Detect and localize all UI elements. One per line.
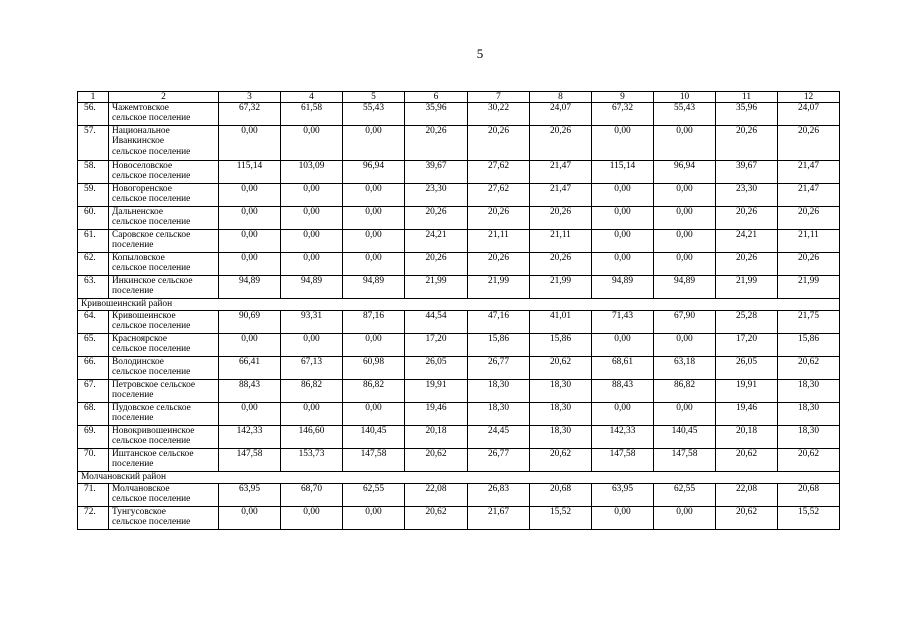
value-cell: 18,30 (530, 426, 592, 449)
settlement-name: Молчановское сельское поселение (109, 484, 219, 507)
value-cell: 25,28 (716, 311, 778, 334)
table-row (78, 334, 840, 357)
settlement-name: Копыловское сельское поселение (109, 253, 219, 276)
value-cell: 153,73 (281, 449, 343, 472)
value-cell: 0,00 (654, 253, 716, 276)
row-number: 57. (78, 126, 109, 161)
value-cell: 22,08 (405, 484, 468, 507)
table-row (78, 207, 840, 230)
value-cell: 24,07 (778, 103, 840, 126)
value-cell: 61,58 (281, 103, 343, 126)
value-cell: 0,00 (281, 230, 343, 253)
column-header: 9 (592, 92, 654, 103)
settlement-name: Саровское сельское поселение (109, 230, 219, 253)
value-cell: 20,26 (716, 253, 778, 276)
row-number: 68. (78, 403, 109, 426)
settlement-name: Национальное Иванкинское сельское поселение (109, 126, 219, 161)
value-cell: 21,99 (405, 276, 468, 299)
value-cell: 15,86 (530, 334, 592, 357)
value-cell: 20,26 (716, 207, 778, 230)
settlement-name: Петровское сельское поселение (109, 380, 219, 403)
column-header: 1 (78, 92, 109, 103)
value-cell: 147,58 (592, 449, 654, 472)
value-cell: 0,00 (654, 230, 716, 253)
value-cell: 20,26 (468, 207, 530, 230)
value-cell: 0,00 (281, 126, 343, 161)
table-row (78, 449, 840, 472)
value-cell: 20,62 (716, 449, 778, 472)
value-cell: 67,90 (654, 311, 716, 334)
value-cell: 24,45 (468, 426, 530, 449)
value-cell: 115,14 (219, 161, 281, 184)
value-cell: 0,00 (281, 207, 343, 230)
value-cell: 19,91 (405, 380, 468, 403)
value-cell: 20,62 (716, 507, 778, 530)
value-cell: 21,99 (778, 276, 840, 299)
value-cell: 47,16 (468, 311, 530, 334)
value-cell: 94,89 (343, 276, 405, 299)
value-cell: 18,30 (468, 380, 530, 403)
district-label: Кривошеинский район (78, 299, 840, 311)
column-header: 3 (219, 92, 281, 103)
value-cell: 142,33 (592, 426, 654, 449)
row-number: 64. (78, 311, 109, 334)
value-cell: 0,00 (592, 334, 654, 357)
settlement-name: Чажемтовское сельское поселение (109, 103, 219, 126)
value-cell: 0,00 (281, 334, 343, 357)
table-row (78, 426, 840, 449)
value-cell: 0,00 (219, 403, 281, 426)
value-cell: 19,46 (405, 403, 468, 426)
value-cell: 147,58 (219, 449, 281, 472)
value-cell: 26,05 (716, 357, 778, 380)
value-cell: 20,26 (405, 253, 468, 276)
value-cell: 24,21 (405, 230, 468, 253)
value-cell: 44,54 (405, 311, 468, 334)
value-cell: 0,00 (343, 403, 405, 426)
value-cell: 0,00 (343, 207, 405, 230)
settlement-name: Новоселовское сельское поселение (109, 161, 219, 184)
value-cell: 63,95 (219, 484, 281, 507)
value-cell: 20,26 (468, 253, 530, 276)
value-cell: 18,30 (530, 403, 592, 426)
value-cell: 0,00 (343, 230, 405, 253)
value-cell: 0,00 (343, 334, 405, 357)
value-cell: 21,47 (778, 184, 840, 207)
value-cell: 0,00 (654, 126, 716, 161)
column-header: 11 (716, 92, 778, 103)
value-cell: 27,62 (468, 184, 530, 207)
value-cell: 20,68 (530, 484, 592, 507)
value-cell: 140,45 (343, 426, 405, 449)
value-cell: 18,30 (468, 403, 530, 426)
row-number: 62. (78, 253, 109, 276)
table-body (78, 92, 840, 530)
value-cell: 26,83 (468, 484, 530, 507)
settlement-name: Новогоренское сельское поселение (109, 184, 219, 207)
row-number: 72. (78, 507, 109, 530)
value-cell: 86,82 (343, 380, 405, 403)
table-row (78, 380, 840, 403)
value-cell: 23,30 (716, 184, 778, 207)
value-cell: 87,16 (343, 311, 405, 334)
value-cell: 20,26 (405, 126, 468, 161)
value-cell: 0,00 (219, 126, 281, 161)
value-cell: 18,30 (530, 380, 592, 403)
table-row (78, 311, 840, 334)
settlement-name: Тунгусовское сельское поселение (109, 507, 219, 530)
settlement-name: Пудовское сельское поселение (109, 403, 219, 426)
value-cell: 21,99 (716, 276, 778, 299)
value-cell: 18,30 (778, 403, 840, 426)
value-cell: 0,00 (219, 207, 281, 230)
value-cell: 41,01 (530, 311, 592, 334)
table-row (78, 253, 840, 276)
value-cell: 24,21 (716, 230, 778, 253)
value-cell: 27,62 (468, 161, 530, 184)
value-cell: 24,07 (530, 103, 592, 126)
value-cell: 20,26 (716, 126, 778, 161)
value-cell: 26,77 (468, 449, 530, 472)
column-header: 4 (281, 92, 343, 103)
settlement-name: Кривошеинское сельское поселение (109, 311, 219, 334)
value-cell: 88,43 (219, 380, 281, 403)
settlement-name: Инкинское сельское поселение (109, 276, 219, 299)
value-cell: 20,62 (530, 449, 592, 472)
value-cell: 39,67 (716, 161, 778, 184)
value-cell: 20,26 (530, 253, 592, 276)
value-cell: 86,82 (654, 380, 716, 403)
value-cell: 94,89 (592, 276, 654, 299)
value-cell: 21,99 (530, 276, 592, 299)
value-cell: 0,00 (654, 334, 716, 357)
value-cell: 0,00 (592, 230, 654, 253)
value-cell: 19,46 (716, 403, 778, 426)
table-row (78, 126, 840, 161)
value-cell: 0,00 (219, 334, 281, 357)
value-cell: 55,43 (343, 103, 405, 126)
value-cell: 71,43 (592, 311, 654, 334)
value-cell: 15,86 (778, 334, 840, 357)
table-row (78, 357, 840, 380)
value-cell: 26,05 (405, 357, 468, 380)
value-cell: 20,62 (530, 357, 592, 380)
value-cell: 94,89 (219, 276, 281, 299)
value-cell: 60,98 (343, 357, 405, 380)
column-header: 7 (468, 92, 530, 103)
value-cell: 20,26 (778, 253, 840, 276)
value-cell: 0,00 (343, 253, 405, 276)
value-cell: 0,00 (592, 184, 654, 207)
value-cell: 0,00 (281, 403, 343, 426)
value-cell: 147,58 (343, 449, 405, 472)
value-cell: 21,11 (530, 230, 592, 253)
value-cell: 26,77 (468, 357, 530, 380)
value-cell: 39,67 (405, 161, 468, 184)
value-cell: 18,30 (778, 426, 840, 449)
value-cell: 146,60 (281, 426, 343, 449)
value-cell: 0,00 (219, 253, 281, 276)
value-cell: 0,00 (219, 507, 281, 530)
table-row (78, 484, 840, 507)
value-cell: 20,26 (468, 126, 530, 161)
table-row (78, 403, 840, 426)
value-cell: 19,91 (716, 380, 778, 403)
column-header: 2 (109, 92, 219, 103)
value-cell: 35,96 (716, 103, 778, 126)
value-cell: 66,41 (219, 357, 281, 380)
column-header: 12 (778, 92, 840, 103)
value-cell: 30,22 (468, 103, 530, 126)
value-cell: 90,69 (219, 311, 281, 334)
settlement-name: Иштанское сельское поселение (109, 449, 219, 472)
value-cell: 0,00 (592, 507, 654, 530)
value-cell: 20,62 (778, 449, 840, 472)
value-cell: 0,00 (654, 184, 716, 207)
row-number: 67. (78, 380, 109, 403)
value-cell: 62,55 (343, 484, 405, 507)
value-cell: 20,18 (405, 426, 468, 449)
column-header: 8 (530, 92, 592, 103)
table-row (78, 161, 840, 184)
row-number: 69. (78, 426, 109, 449)
row-number: 66. (78, 357, 109, 380)
value-cell: 15,52 (778, 507, 840, 530)
value-cell: 147,58 (654, 449, 716, 472)
value-cell: 0,00 (654, 507, 716, 530)
value-cell: 20,62 (405, 507, 468, 530)
value-cell: 0,00 (592, 253, 654, 276)
value-cell: 15,86 (468, 334, 530, 357)
value-cell: 0,00 (343, 126, 405, 161)
value-cell: 20,62 (778, 357, 840, 380)
value-cell: 103,09 (281, 161, 343, 184)
value-cell: 0,00 (219, 184, 281, 207)
value-cell: 20,26 (405, 207, 468, 230)
value-cell: 0,00 (219, 230, 281, 253)
value-cell: 67,32 (592, 103, 654, 126)
value-cell: 96,94 (343, 161, 405, 184)
settlement-name: Володинское сельское поселение (109, 357, 219, 380)
district-label: Молчановский район (78, 472, 840, 484)
table-row (78, 103, 840, 126)
value-cell: 142,33 (219, 426, 281, 449)
value-cell: 88,43 (592, 380, 654, 403)
value-cell: 0,00 (592, 207, 654, 230)
value-cell: 20,26 (778, 207, 840, 230)
value-cell: 23,30 (405, 184, 468, 207)
table-header-row (78, 92, 840, 103)
value-cell: 20,26 (778, 126, 840, 161)
value-cell: 20,62 (405, 449, 468, 472)
value-cell: 21,47 (530, 161, 592, 184)
value-cell: 68,70 (281, 484, 343, 507)
settlement-name: Новокривошеинское сельское поселение (109, 426, 219, 449)
value-cell: 21,75 (778, 311, 840, 334)
value-cell: 21,67 (468, 507, 530, 530)
value-cell: 0,00 (343, 184, 405, 207)
value-cell: 15,52 (530, 507, 592, 530)
value-cell: 21,11 (468, 230, 530, 253)
value-cell: 20,26 (530, 126, 592, 161)
district-row (78, 472, 840, 484)
value-cell: 115,14 (592, 161, 654, 184)
value-cell: 63,18 (654, 357, 716, 380)
table-row (78, 230, 840, 253)
value-cell: 67,13 (281, 357, 343, 380)
value-cell: 0,00 (654, 207, 716, 230)
row-number: 61. (78, 230, 109, 253)
value-cell: 17,20 (405, 334, 468, 357)
value-cell: 62,55 (654, 484, 716, 507)
table-row (78, 276, 840, 299)
value-cell: 21,47 (530, 184, 592, 207)
column-header: 5 (343, 92, 405, 103)
value-cell: 55,43 (654, 103, 716, 126)
settlement-name: Красноярское сельское поселение (109, 334, 219, 357)
row-number: 65. (78, 334, 109, 357)
row-number: 59. (78, 184, 109, 207)
value-cell: 22,08 (716, 484, 778, 507)
value-cell: 18,30 (778, 380, 840, 403)
value-cell: 20,18 (716, 426, 778, 449)
settlement-name: Дальненское сельское поселение (109, 207, 219, 230)
value-cell: 0,00 (592, 403, 654, 426)
value-cell: 68,61 (592, 357, 654, 380)
value-cell: 93,31 (281, 311, 343, 334)
value-cell: 35,96 (405, 103, 468, 126)
value-cell: 0,00 (654, 403, 716, 426)
row-number: 60. (78, 207, 109, 230)
value-cell: 20,26 (530, 207, 592, 230)
value-cell: 67,32 (219, 103, 281, 126)
row-number: 58. (78, 161, 109, 184)
value-cell: 21,11 (778, 230, 840, 253)
column-header: 6 (405, 92, 468, 103)
table-row (78, 507, 840, 530)
value-cell: 0,00 (343, 507, 405, 530)
column-header: 10 (654, 92, 716, 103)
value-cell: 21,99 (468, 276, 530, 299)
row-number: 70. (78, 449, 109, 472)
value-cell: 94,89 (654, 276, 716, 299)
table-row (78, 184, 840, 207)
value-cell: 86,82 (281, 380, 343, 403)
data-table (77, 91, 840, 530)
row-number: 56. (78, 103, 109, 126)
value-cell: 21,47 (778, 161, 840, 184)
row-number: 71. (78, 484, 109, 507)
district-row (78, 299, 840, 311)
row-number: 63. (78, 276, 109, 299)
value-cell: 17,20 (716, 334, 778, 357)
value-cell: 94,89 (281, 276, 343, 299)
value-cell: 0,00 (281, 253, 343, 276)
value-cell: 0,00 (592, 126, 654, 161)
value-cell: 20,68 (778, 484, 840, 507)
value-cell: 0,00 (281, 507, 343, 530)
value-cell: 63,95 (592, 484, 654, 507)
value-cell: 140,45 (654, 426, 716, 449)
page-number: 5 (476, 46, 484, 61)
value-cell: 0,00 (281, 184, 343, 207)
value-cell: 96,94 (654, 161, 716, 184)
